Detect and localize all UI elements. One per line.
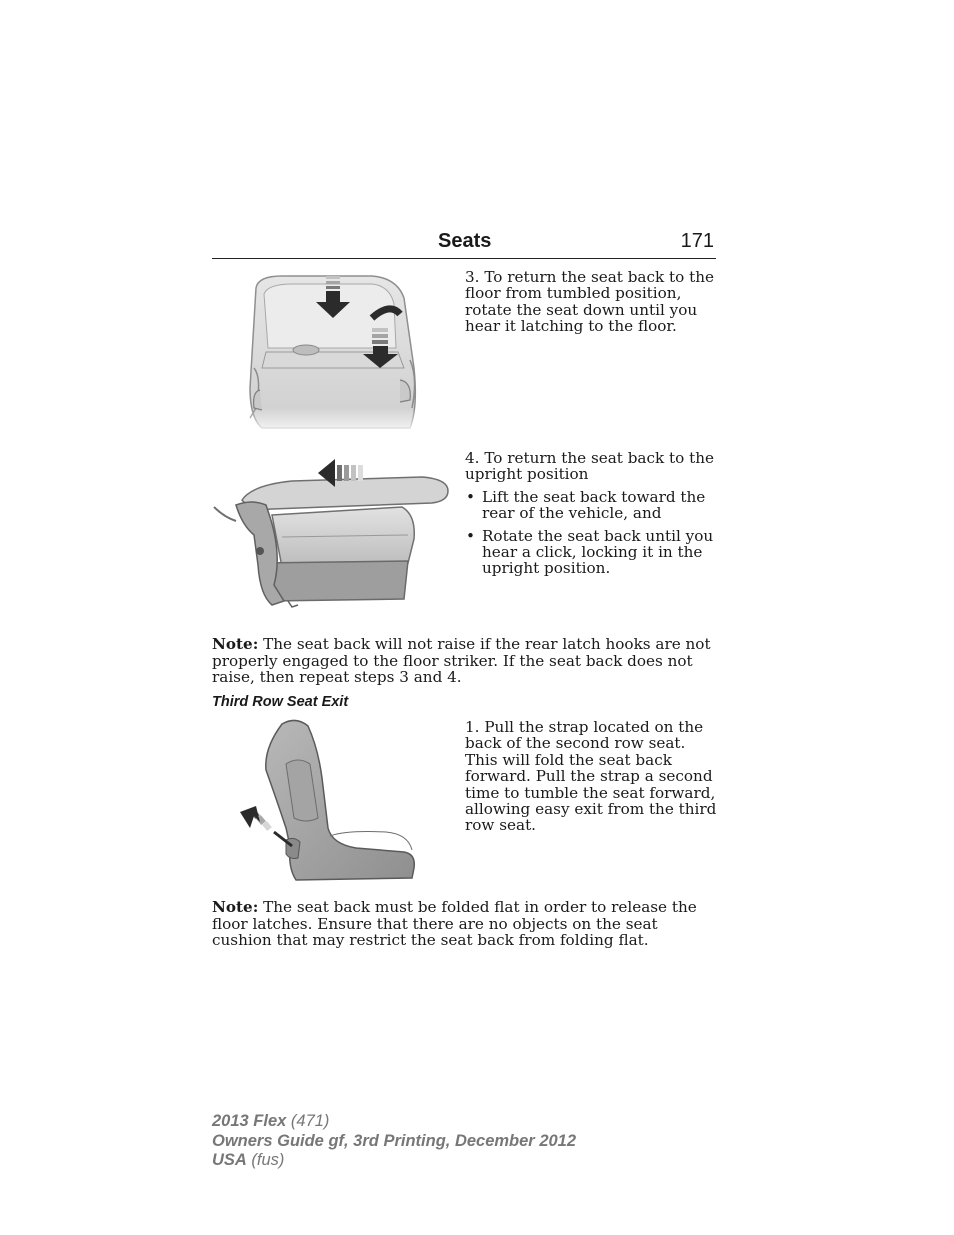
note-label: Note: [212,635,259,653]
note-text: The seat back must be folded flat in order to release the floor latches. Ensure that there are no objects on the seat cushion that may restrict the seat back from folding flat. [212,898,697,950]
footer-guide-line: Owners Guide gf, 3rd Printing, December 2012 [212,1131,577,1150]
header-rule [212,258,716,259]
third-row-step-1-text: 1. Pull the strap located on the back of the second row seat. This will fold the seat back forward. Pull the strap a second time to tumble the seat forward, allowing easy exit from the third row seat. [465,718,717,835]
page-number: 171 [680,230,714,252]
step-4-block: 4. To return the seat back to the upright position • Lift the seat back toward the rear of the vehicle, and • Rotate the seat back until you hear a click, locking it in the upright position. [465,450,717,583]
note-text: The seat back will not raise if the rear latch hooks are not properly engaged to the floor striker. If the seat back does not raise, then repeat steps 3 and 4. [212,635,711,687]
section-heading-third-row-exit: Third Row Seat Exit [212,694,349,710]
footer-model-line: 2013 Flex (471) [212,1112,330,1130]
page-footer [212,1112,576,1171]
list-item: • Lift the seat back toward the rear of the vehicle, and [465,489,717,522]
section-title: Seats [438,230,492,252]
step-3-text: 3. To return the seat back to the floor from tumbled position, rotate the seat down until you hear it latching to the floor. [465,268,714,336]
note-paragraph-1 [212,636,716,686]
page-header [212,228,716,258]
step-4-bullet-list [465,489,717,577]
second-row-seat-strap-illustration [236,718,418,884]
footer-market-line: USA (fus) [212,1151,285,1169]
note-paragraph-2 [212,899,716,949]
list-item: • Rotate the seat back until you hear a click, locking it in the upright position. [465,528,717,577]
seat-tumble-down-illustration [222,268,440,436]
seat-return-upright-illustration [212,455,452,610]
note-label: Note: [212,898,259,916]
